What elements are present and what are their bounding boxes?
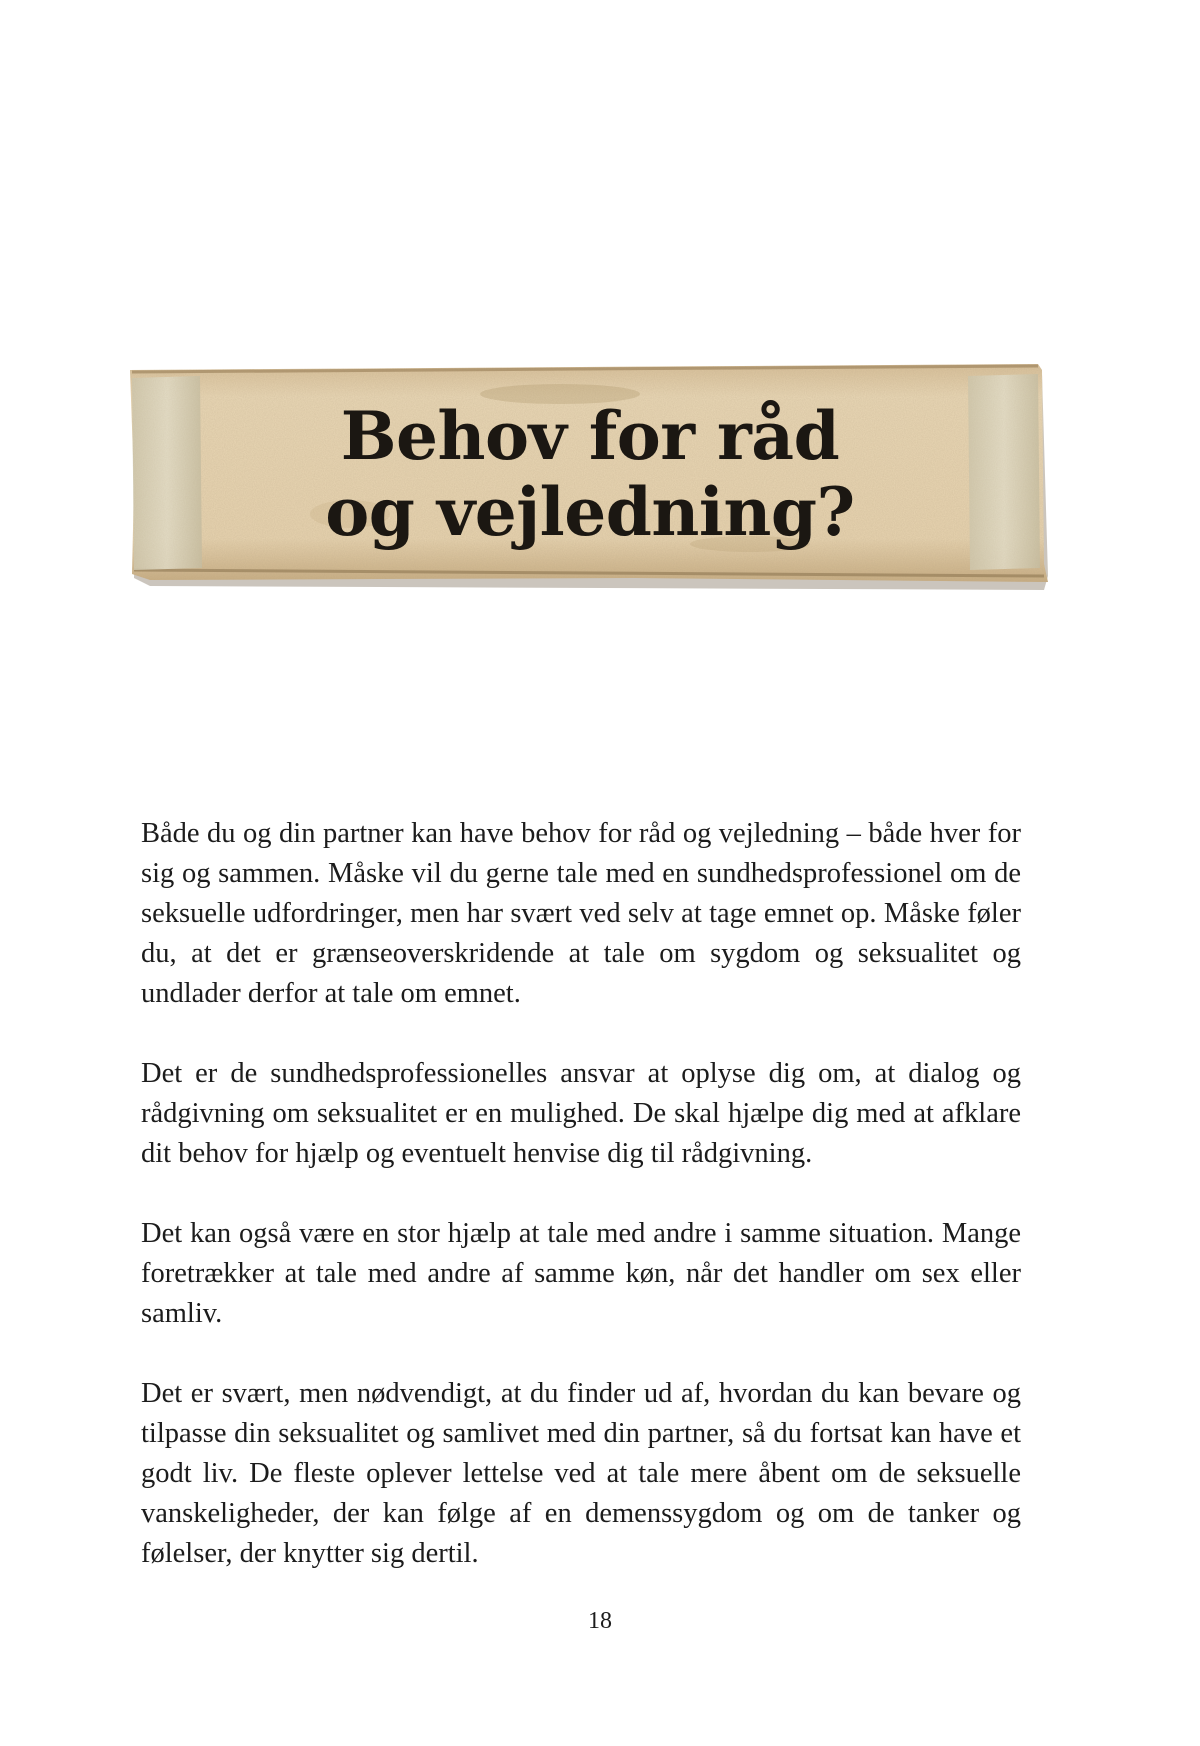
title-line-2: og vejledning? — [325, 473, 855, 551]
page-number: 18 — [588, 1608, 612, 1634]
paragraph-1: Både du og din partner kan have behov for råd og vejledning – både hver for sig og sammen. Måske vil du gerne tale med en sundhedsprofessionel om de seksuelle udfordringer, men har svært ved selv at tage emnet op. Måske føler du, at det er grænseoverskridende at tale om sygdom og seksualitet og undlader derfor at tale om emnet. — [141, 818, 1021, 1009]
page-title — [130, 364, 1050, 592]
title-line-1: Behov for råd — [340, 397, 840, 475]
paragraph-2: Det er de sundhedsprofessionelles ansvar at oplyse dig om, at dialog og rådgivning om seksualitet er en mulighed. De skal hjælpe dig med at afklare dit behov for hjælp og eventuelt henvise dig til rådgivning. — [141, 1058, 1021, 1169]
heading-banner — [130, 364, 1050, 592]
body-text — [141, 814, 1021, 1614]
paragraph-4: Det er svært, men nødvendigt, at du finder ud af, hvordan du kan bevare og tilpasse din seksualitet og samlivet med din partner, så du fortsat kan have et godt liv. De fleste oplever lettelse ved at tale mere åbent om de seksuelle vanskeligheder, der kan følge af en demenssygdom og om de tanker og følelser, der knytter sig dertil. — [141, 1378, 1021, 1569]
paragraph-3: Det kan også være en stor hjælp at tale med andre i samme situation. Mange foretrækker at tale med andre af samme køn, når det handler om sex eller samliv. — [141, 1218, 1021, 1329]
